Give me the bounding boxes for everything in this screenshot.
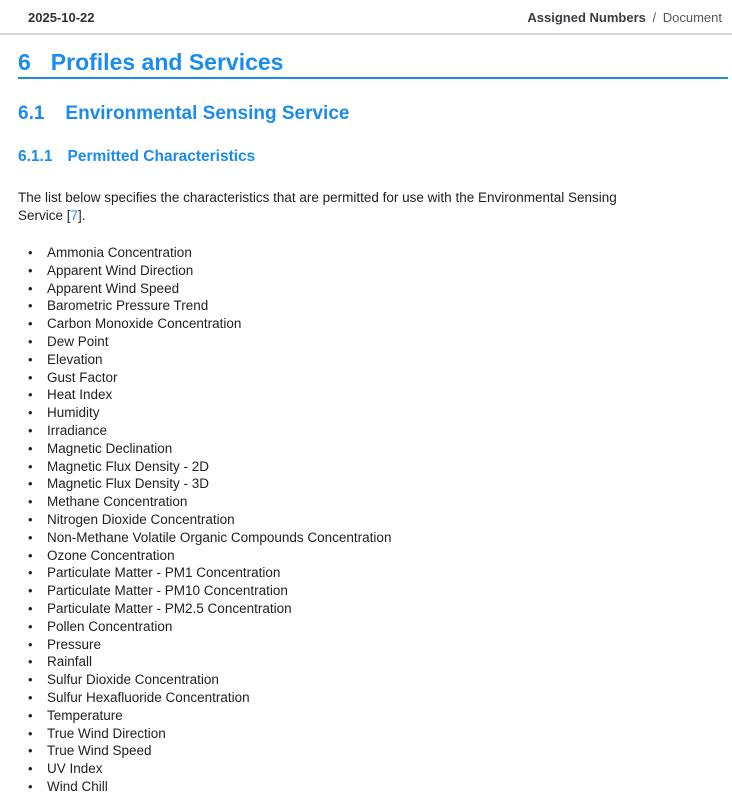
document-date: 2025-10-22: [28, 10, 95, 25]
list-item: • Sulfur Hexafluoride Concentration: [28, 689, 732, 707]
list-item: • True Wind Direction: [28, 725, 732, 743]
list-item: • Heat Index: [28, 386, 732, 404]
intro-paragraph-line2: [18, 207, 712, 225]
list-item: • Temperature: [28, 707, 732, 725]
subsection-heading-environmental-sensing-service: [18, 104, 732, 124]
intro-paragraph-line1: The list below specifies the characteristics that are permitted for use with the Environmental Sensing: [18, 190, 617, 205]
list-item: • Ammonia Concentration: [28, 244, 732, 262]
subsection-number: 6.1: [18, 103, 45, 124]
list-item: • Pressure: [28, 636, 732, 654]
list-item: • Carbon Monoxide Concentration: [28, 315, 732, 333]
intro-line2-prefix: Service [: [18, 207, 71, 223]
list-item: • Ozone Concentration: [28, 547, 732, 565]
subsection-title: Environmental Sensing Service: [65, 103, 350, 124]
breadcrumb-document: Document: [662, 10, 722, 25]
list-item: • Nitrogen Dioxide Concentration: [28, 511, 732, 529]
breadcrumb-separator: /: [652, 10, 657, 25]
breadcrumb: [527, 10, 722, 25]
list-item: • Methane Concentration: [28, 493, 732, 511]
list-item: • Magnetic Flux Density - 3D: [28, 475, 732, 493]
list-item: • Magnetic Flux Density - 2D: [28, 458, 732, 476]
page-header: [0, 0, 732, 25]
list-item: • Apparent Wind Direction: [28, 262, 732, 280]
list-item: • Barometric Pressure Trend: [28, 297, 732, 315]
section-title: Profiles and Services: [50, 49, 284, 75]
list-item: • Elevation: [28, 351, 732, 369]
list-item: • Dew Point: [28, 333, 732, 351]
list-item: • Wind Chill: [28, 778, 732, 796]
characteristics-list: [0, 244, 732, 796]
list-item: • Magnetic Declination: [28, 440, 732, 458]
list-item: • Particulate Matter - PM10 Concentration: [28, 582, 732, 600]
subsubsection-title: Permitted Characteristics: [67, 148, 256, 165]
list-item: • Sulfur Dioxide Concentration: [28, 671, 732, 689]
list-item: • UV Index: [28, 760, 732, 778]
list-item: • Particulate Matter - PM1 Concentration: [28, 564, 732, 582]
header-divider: [0, 33, 732, 35]
list-item: • Apparent Wind Speed: [28, 280, 732, 298]
list-item: • Irradiance: [28, 422, 732, 440]
breadcrumb-assigned-numbers: Assigned Numbers: [527, 10, 646, 25]
intro-paragraph: [18, 189, 712, 224]
list-item: • Particulate Matter - PM2.5 Concentration: [28, 600, 732, 618]
list-item: • Non-Methane Volatile Organic Compounds Concentration: [28, 529, 732, 547]
section-heading-profiles-and-services: [18, 50, 728, 79]
reference-link[interactable]: 7: [70, 207, 79, 223]
subsubsection-heading-permitted-characteristics: [18, 148, 732, 165]
subsubsection-number: 6.1.1: [18, 148, 53, 165]
list-item: • Gust Factor: [28, 369, 732, 387]
intro-line2-suffix: ].: [78, 207, 86, 223]
list-item: • True Wind Speed: [28, 742, 732, 760]
list-item: • Rainfall: [28, 653, 732, 671]
list-item: • Pollen Concentration: [28, 618, 732, 636]
section-number: 6: [18, 49, 31, 75]
list-item: • Humidity: [28, 404, 732, 422]
